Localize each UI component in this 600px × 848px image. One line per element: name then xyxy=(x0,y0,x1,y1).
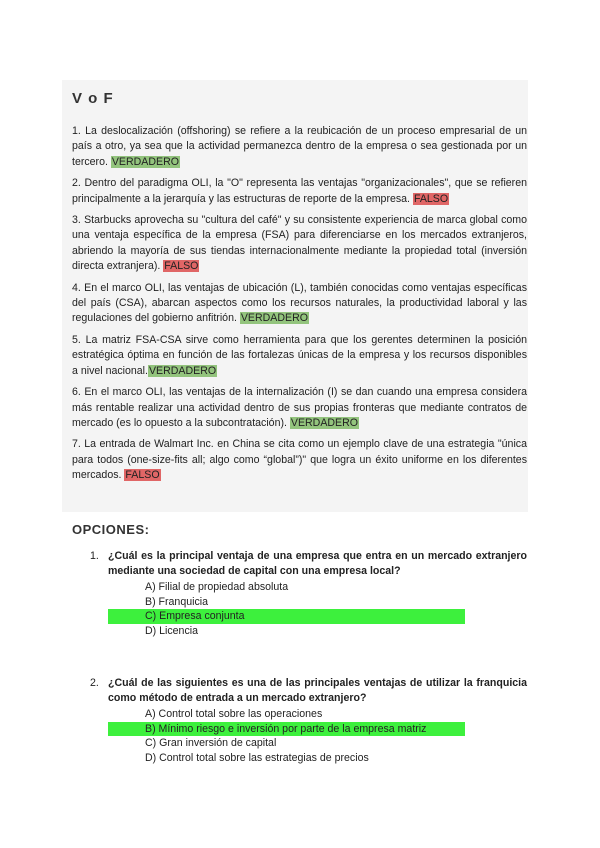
answer-badge-true: VERDADERO xyxy=(111,155,179,168)
statement-text: 2. Dentro del paradigma OLI, la "O" representa las ventajas "organizacionales", que se refieren principalmente a la jerarquía y las estructuras de reporte de la empresa. xyxy=(72,177,527,205)
statement-text: 6. En el marco OLI, las ventajas de la internalización (I) se dan cuando una empresa considera más rentable realizar una actividad dentro de sus propias fronteras que mediante contratos de mercado (es lo opuesto a la subcontratación). xyxy=(72,386,527,429)
question-item xyxy=(90,549,527,639)
question-text: ¿Cuál es la principal ventaja de una empresa que entra en un mercado extranjero mediante una sociedad de capital con una empresa local? xyxy=(108,550,527,578)
answer-badge-true: VERDADERO xyxy=(148,364,217,377)
question-text: ¿Cuál de las siguientes es una de las principales ventajas de utilizar la franquicia como método de entrada a un mercado extranjero? xyxy=(108,677,527,705)
statements-list xyxy=(72,124,527,490)
statement-item xyxy=(72,213,527,275)
statement-item xyxy=(72,385,527,431)
answer-badge-false: FALSO xyxy=(164,260,199,273)
section-title-vof: V o F xyxy=(72,90,114,107)
statement-text: 1. La deslocalización (offshoring) se refiere a la reubicación de un proceso empresarial de un país a otro, ya sea que la actividad permanezca dentro de la empresa o sea gestionada por un tercero. xyxy=(72,125,527,168)
section-title-options: OPCIONES: xyxy=(72,522,150,537)
question-number: 2. xyxy=(90,677,99,689)
statement-text: 7. La entrada de Walmart Inc. en China se cita como un ejemplo clave de una estrategia "única para todos (one-size-fits all; algo como “global”)" que logra un éxito uniforme en los diferentes mercados. xyxy=(72,438,527,482)
answer-option: A) Filial de propiedad absoluta xyxy=(145,580,289,593)
statement-item xyxy=(72,176,527,207)
answer-badge-true: VERDADERO xyxy=(290,416,358,429)
statement-text: 5. La matriz FSA-CSA sirve como herramienta para que los gerentes determinen la posición estratégica óptima en función de las fortalezas únicas de la empresa y los recursos disponibles a nivel nacional. xyxy=(72,333,527,377)
statement-item xyxy=(72,437,527,483)
answer-option: D) Licencia xyxy=(145,625,198,638)
answer-option: D) Control total sobre las estrategias de precios xyxy=(145,752,369,765)
answer-option: A) Control total sobre las operaciones xyxy=(145,707,323,720)
statement-item xyxy=(72,333,527,379)
statement-text: 4. En el marco OLI, las ventajas de ubicación (L), también conocidas como ventajas específicas del país (CSA), abarcan aspectos como los recursos naturales, la productividad laboral y las regulaciones del gobierno anfitrión. xyxy=(72,281,527,325)
answer-option: C) Gran inversión de capital xyxy=(145,737,277,750)
answer-badge-false: FALSO xyxy=(413,192,449,205)
answer-option-correct: B) Mínimo riesgo e inversión por parte de la empresa matriz xyxy=(108,722,465,737)
statement-text: 3. Starbucks aprovecha su "cultura del café" y su consistente experiencia de marca global como una ventaja específica de la empresa (FSA) para diferenciarse en los mercados extranjeros, abriendo la mayoría de sus tiendas internacionalmente mediante la propiedad total (inversión directa extranjera). xyxy=(72,214,527,273)
answer-badge-false: FALSO xyxy=(125,469,160,482)
answer-list xyxy=(90,707,527,766)
answer-option: B) Franquicia xyxy=(145,595,208,608)
answer-list xyxy=(90,580,527,639)
question-item xyxy=(90,676,527,766)
answer-badge-true: VERDADERO xyxy=(240,312,308,325)
statement-item xyxy=(72,124,527,170)
answer-option-correct: C) Empresa conjunta xyxy=(108,609,465,624)
question-number: 1. xyxy=(90,550,99,562)
statement-item xyxy=(72,281,527,327)
